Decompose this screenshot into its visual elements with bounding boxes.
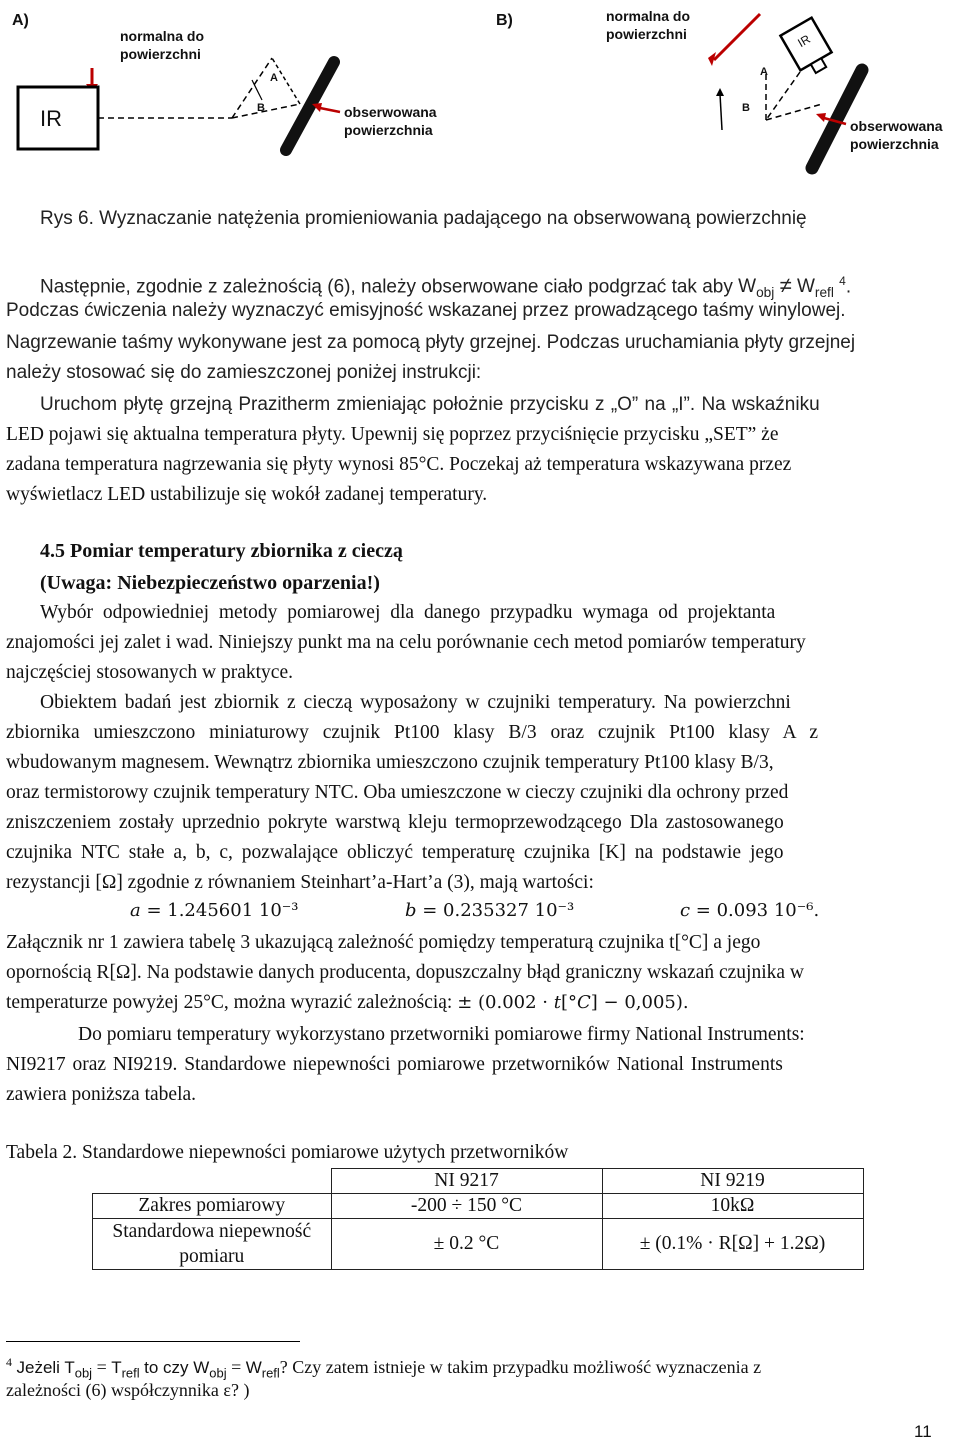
para1-line1-text: Następnie, zgodnie z zależnością (6), należy obserwowane ciało podgrzać tak aby bbox=[40, 276, 733, 298]
panel-a-point-a: A bbox=[270, 72, 278, 84]
panel-b-surface-label-1: obserwowana bbox=[850, 118, 943, 134]
para2-line2: znajomości jej zalet i wad. Niniejszy punkt ma na celu porównanie cech metod pomiarów temperatury bbox=[6, 632, 806, 653]
footnote-line1 bbox=[6, 1355, 761, 1381]
section-warning: (Uwaga: Niebezpieczeństwo oparzenia!) bbox=[40, 572, 380, 594]
panel-a-normal-label-2: powierzchni bbox=[120, 46, 201, 62]
panel-a-label: A) bbox=[12, 12, 29, 29]
para4-line2: NI9217 oraz NI9219. Standardowe niepewności pomiarowe przetworników National Instruments bbox=[6, 1054, 783, 1075]
para1-line4: należy stosować się do zamieszczonej poniżej instrukcji: bbox=[6, 362, 482, 383]
panel-b-diagram bbox=[708, 14, 862, 168]
para1-line1-end: . bbox=[845, 276, 852, 298]
table-cell-range-9219: 10kΩ bbox=[602, 1194, 863, 1219]
para3-line1: Załącznik nr 1 zawiera tabelę 3 ukazującą zależność pomiędzy temperaturą czujnika t[°C] a jego bbox=[6, 932, 761, 953]
para2-line9: czujnika NTC stałe a, b, c, pozwalające obliczyć temperaturę czujnika [K] na podstawie jego bbox=[6, 842, 784, 863]
para2-line7: oraz termistorowy czujnik temperatury NTC. Oba umieszczone w cieczy czujniki dla ochrony przed bbox=[6, 782, 789, 803]
table-header-ni9219: NI 9219 bbox=[602, 1169, 863, 1194]
uncertainty-table bbox=[92, 1168, 864, 1270]
para1-line7: zadana temperatura nagrzewania się płyty wynosi 85°C. Poczekaj aż temperatura wskazywana przez bbox=[6, 454, 792, 475]
panel-b-point-a: A bbox=[760, 66, 768, 78]
footnote-sub-refl-2: refl bbox=[261, 1365, 280, 1381]
panel-b-normal-label-1: normalna do bbox=[606, 8, 691, 24]
coef-a: 𝑎 = 1.245601 10⁻³ bbox=[130, 900, 299, 921]
w-obj: $W_{obj}$ bbox=[738, 276, 775, 301]
footnote-eq-2: = bbox=[231, 1357, 242, 1377]
page-number: 11 bbox=[914, 1422, 932, 1441]
table-header-empty bbox=[93, 1169, 332, 1194]
footnote-sub-refl: refl bbox=[121, 1365, 140, 1381]
footnote-ref: 4 bbox=[839, 274, 846, 288]
footnote-or: to czy W bbox=[144, 1358, 210, 1377]
table-caption: Tabela 2. Standardowe niepewności pomiarowe użytych przetworników bbox=[6, 1142, 569, 1163]
table-row bbox=[93, 1219, 864, 1270]
para3-line2: opornością R[Ω]. Na podstawie danych producenta, dopuszczalny błąd graniczny wskazań czujnika w bbox=[6, 962, 805, 983]
footnote-t: T bbox=[111, 1358, 122, 1377]
para2-line3: najczęściej stosowanych w praktyce. bbox=[6, 662, 293, 683]
footnote-sub-obj: obj bbox=[74, 1365, 93, 1381]
table-cell-uncert-9219: ± (0.1% · R[Ω] + 1.2Ω) bbox=[602, 1219, 863, 1270]
panel-a-surface-label-1: obserwowana bbox=[344, 104, 437, 120]
table-cell-uncert-label bbox=[93, 1219, 332, 1270]
para1-line5: Uruchom płytę grzejną Prazitherm zmieniając położnie przycisku z „O” na „I”. Na wskaźniku bbox=[40, 394, 820, 415]
panel-a-diagram bbox=[18, 58, 340, 150]
neq-symbol: ≠ bbox=[779, 272, 792, 298]
table-cell-range-label: Zakres pomiarowy bbox=[93, 1194, 332, 1219]
table-header-ni9217: NI 9217 bbox=[331, 1169, 602, 1194]
footnote-w: W bbox=[245, 1358, 262, 1377]
para2-line4: Obiektem badań jest zbiornik z cieczą wyposażony w czujniki temperatury. Na powierzchni bbox=[40, 692, 791, 713]
para4-line1: Do pomiaru temperatury wykorzystano przetworniki pomiarowe firmy National Instruments: bbox=[78, 1024, 805, 1045]
panel-b-label: B) bbox=[496, 12, 513, 29]
figure-caption: Rys 6. Wyznaczanie natężenia promieniowania padającego na obserwowaną powierzchnię bbox=[40, 208, 807, 229]
footnote-question: ? Czy zatem istnieje w takim przypadku możliwość wyznaczenia z bbox=[279, 1357, 762, 1377]
footnote-marker: 4 bbox=[6, 1355, 12, 1369]
w-refl: $W_{refl}$ bbox=[796, 276, 834, 301]
coef-b: 𝑏 = 0.235327 10⁻³ bbox=[405, 900, 575, 921]
coef-c: 𝑐 = 0.093 10⁻⁶. bbox=[680, 900, 820, 921]
footnote-separator bbox=[6, 1341, 300, 1342]
panel-a-device-label: IR bbox=[40, 106, 62, 131]
para1-line2: Podczas ćwiczenia należy wyznaczyć emisyjność wskazanej przez prowadzącego taśmy winylowej. bbox=[6, 300, 846, 321]
footnote-line2: zależności (6) współczynnika ε? ) bbox=[6, 1380, 250, 1400]
para3-line3 bbox=[6, 988, 936, 1018]
para2-line5: zbiornika umieszczono miniaturowy czujnik Pt100 klasy B/3 oraz czujnik Pt100 klasy A z bbox=[6, 722, 819, 743]
para4-line3: zawiera poniższa tabela. bbox=[6, 1084, 197, 1105]
panel-a-point-b: B bbox=[257, 102, 265, 114]
footnote-sub-obj-2: obj bbox=[209, 1365, 227, 1381]
section-heading: 4.5 Pomiar temperatury zbiornika z cieczą bbox=[40, 540, 403, 562]
panel-b-surface-label-2: powierzchnia bbox=[850, 136, 939, 152]
error-formula: ± (0.002 · 𝑡[°𝐶] − 0,005). bbox=[457, 992, 689, 1013]
para3-line3-text: temperaturze powyżej 25°C, można wyrazić zależnością: bbox=[6, 992, 453, 1013]
table-row bbox=[93, 1194, 864, 1219]
panel-b-normal-label-2: powierzchni bbox=[606, 26, 687, 42]
para2-line6: wbudowanym magnesem. Wewnątrz zbiornika umieszczono czujnik temperatury Pt100 klasy B/3, bbox=[6, 752, 774, 773]
table-cell-range-9217: -200 ÷ 150 °C bbox=[331, 1194, 602, 1219]
para1-line6: LED pojawi się aktualna temperatura płyty. Upewnij się poprzez przyciśnięcie przycisku „SET” że bbox=[6, 424, 779, 445]
table-header-row bbox=[93, 1169, 864, 1194]
footnote-if: Jeżeli T bbox=[16, 1358, 75, 1377]
figure-rys6 bbox=[0, 0, 960, 180]
para1-line8: wyświetlacz LED ustabilizuje się wokół zadanej temperatury. bbox=[6, 484, 488, 505]
panel-a-normal-label-1: normalna do bbox=[120, 28, 205, 44]
table-cell-uncert-9217: ± 0.2 °C bbox=[331, 1219, 602, 1270]
uncert-label-line1: Standardowa niepewność bbox=[112, 1221, 312, 1242]
para1-line3: Nagrzewanie taśmy wykonywane jest za pomocą płyty grzejnej. Podczas uruchamiania płyty grzejnej bbox=[6, 332, 856, 353]
panel-b-point-b: B bbox=[742, 102, 750, 114]
footnote-eq-1: = bbox=[96, 1357, 107, 1377]
uncert-label-line2: pomiaru bbox=[179, 1246, 245, 1267]
panel-b-device-label: IR bbox=[795, 31, 813, 51]
para2-line8: zniszczeniem zostały uprzednio pokryte warstwą kleju termoprzewodzącego Dla zastosowanego bbox=[6, 812, 784, 833]
figure-drawing bbox=[0, 0, 960, 180]
panel-a-surface-label-2: powierzchnia bbox=[344, 122, 433, 138]
para2-line10: rezystancji [Ω] zgodnie z równaniem Steinhart’a-Hart’a (3), mają wartości: bbox=[6, 872, 594, 893]
para2-line1: Wybór odpowiedniej metody pomiarowej dla danego przypadku wymaga od projektanta bbox=[40, 602, 776, 623]
